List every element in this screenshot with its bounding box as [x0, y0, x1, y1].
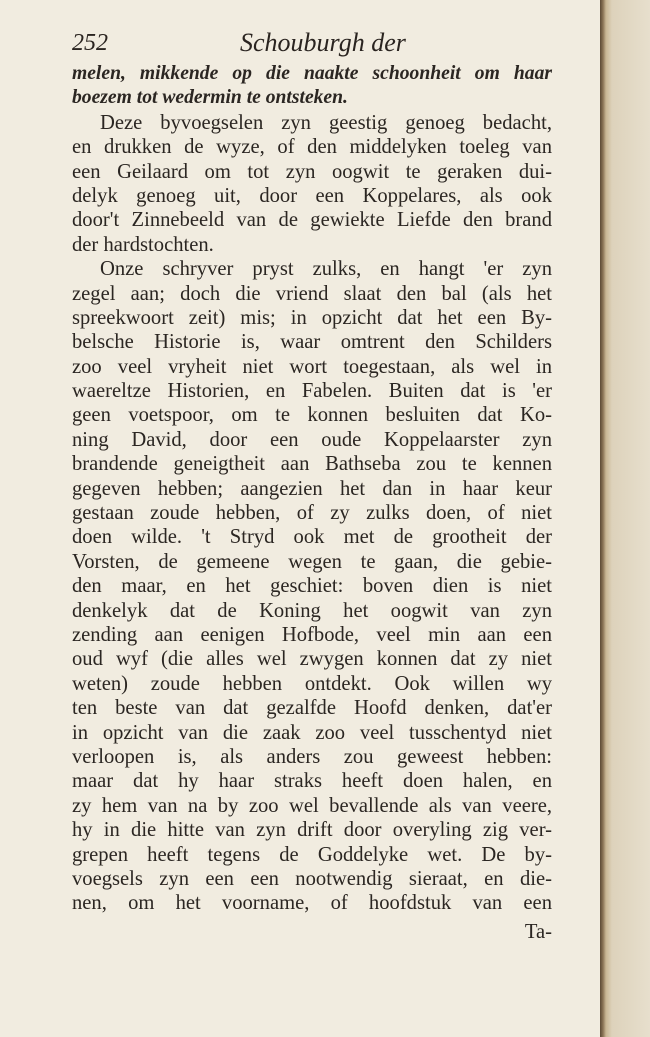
- text-line: nen, om het voorname, of hoofdstuk van een: [72, 892, 552, 915]
- text-line: Onze schryver pryst zulks, en hangt 'er zyn: [100, 258, 552, 281]
- text-line: ning David, door een oude Koppelaarster zyn: [72, 428, 552, 451]
- text-line: in opzicht van die zaak zoo veel tusschentyd niet: [72, 721, 552, 744]
- text-line: oud wyf (die alles wel zwygen konnen dat zy niet: [72, 648, 552, 671]
- text-line: een Geilaard om tot zyn oogwit te geraken dui-: [72, 160, 552, 183]
- text-line: ten beste van dat gezalfde Hoofd denken, dat'er: [72, 697, 552, 720]
- text-line: grepen heeft tegens de Goddelyke wet. De by-: [72, 843, 552, 866]
- text-line: waereltze Historien, en Fabelen. Buiten dat is 'er: [72, 380, 552, 403]
- text-line: melen, mikkende op die naakte schoonheit om haar: [72, 63, 552, 84]
- text-line: Vorsten, de gemeene wegen te gaan, die gebie-: [72, 550, 552, 573]
- text-line: maar dat hy haar straks heeft doen halen, en: [72, 770, 552, 793]
- text-line: delyk genoeg uit, door een Koppelares, als ook: [72, 184, 552, 207]
- text-line: spreekwoort zeit) mis; in opzicht dat het een By-: [72, 306, 552, 329]
- running-head: Schouburgh der: [240, 28, 406, 57]
- text-line: Deze byvoegselen zyn geestig genoeg bedacht,: [100, 111, 552, 134]
- text-line: door't Zinnebeeld van de gewiekte Liefde den brand: [72, 209, 552, 232]
- text-line: boezem tot wedermin te ontsteken.: [72, 87, 348, 109]
- page-edge-strip: [600, 0, 650, 1037]
- text-line: denkelyk dat de Koning het oogwit van zyn: [72, 599, 552, 622]
- text-line: doen wilde. 't Stryd ook met de grootheit der: [72, 526, 552, 549]
- text-line: zegel aan; doch die vriend slaat den bal (als het: [72, 282, 552, 305]
- page-header: [72, 26, 552, 62]
- text-line: verloopen is, als anders zou geweest hebben:: [72, 745, 552, 768]
- text-line: weten) zoude hebben ontdekt. Ook willen wy: [72, 672, 552, 695]
- text-line: den maar, en het geschiet: boven dien is niet: [72, 575, 552, 598]
- text-line: der hardstochten.: [72, 233, 214, 256]
- text-line: zy hem van na by zoo wel bevallende als van veere,: [72, 794, 552, 817]
- text-line: zoo veel vryheit niet wort toegestaan, als wel in: [72, 355, 552, 378]
- text-line: belsche Historie is, waar omtrent den Schilders: [72, 331, 552, 354]
- text-line: brandende geneigtheit aan Bathseba zou te kennen: [72, 453, 552, 476]
- text-line: hy in die hitte van zyn drift door overyling zig ver-: [72, 819, 552, 842]
- body-text: [72, 62, 552, 944]
- text-line: en drukken de wyze, of den middelyken toeleg van: [72, 136, 552, 159]
- text-line: gestaan zoude hebben, of zy zulks doen, of niet: [72, 502, 552, 525]
- text-line: gegeven hebben; aangezien het dan in haar keur: [72, 477, 552, 500]
- text-line: zending aan eenigen Hofbode, veel min aan een: [72, 623, 552, 646]
- text-line: voegsels zyn een een nootwendig sieraat, en die-: [72, 867, 552, 890]
- text-line: geen voetspoor, om te konnen besluiten dat Ko-: [72, 404, 552, 427]
- page-number: 252: [72, 30, 108, 56]
- catchword: Ta-: [524, 920, 552, 943]
